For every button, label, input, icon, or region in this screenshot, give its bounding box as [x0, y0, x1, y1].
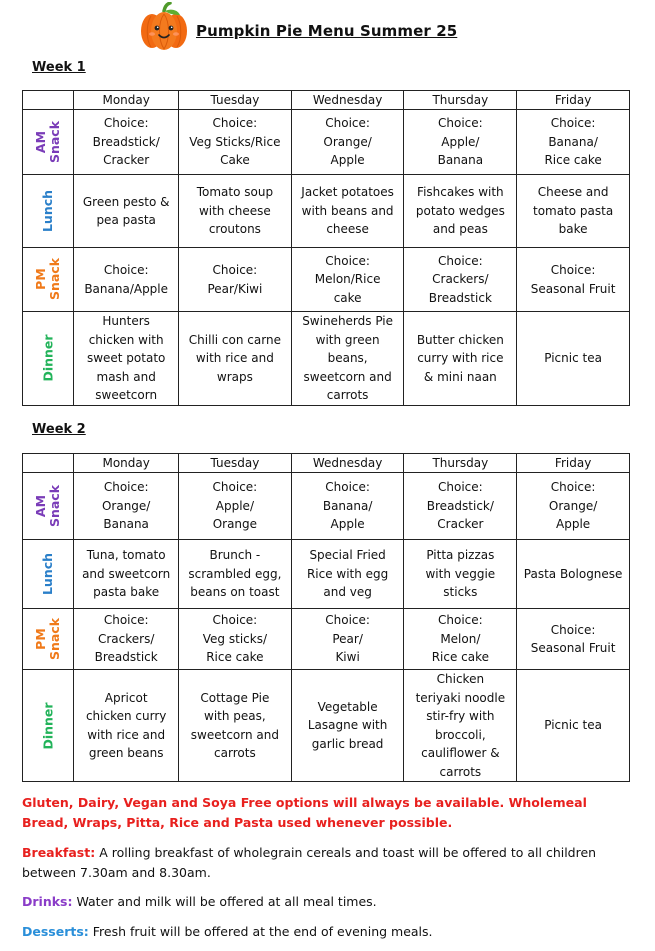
pm-snack-row	[23, 609, 630, 670]
row-label-lunch: Lunch	[23, 175, 74, 248]
row-label-pm-snack: PM Snack	[23, 248, 74, 312]
row-label-lunch: Lunch	[23, 540, 74, 609]
menu-cell: Cheese and tomato pasta bake	[517, 175, 630, 248]
day-header-tuesday: Tuesday	[179, 91, 292, 110]
menu-cell: Choice: Pear/Kiwi	[179, 248, 292, 312]
menu-cell: Pitta pizzas with veggie sticks	[404, 540, 517, 609]
row-label-pm-snack: PM Snack	[23, 609, 74, 670]
drinks-note	[22, 892, 632, 912]
day-header-friday: Friday	[517, 91, 630, 110]
week1-menu-table	[22, 90, 630, 406]
corner-cell	[23, 91, 74, 110]
week1-heading: Week 1	[32, 60, 86, 75]
drinks-label: Drinks:	[22, 894, 73, 909]
menu-cell: Tomato soup with cheese croutons	[179, 175, 292, 248]
desserts-text: Fresh fruit will be offered at the end of evening meals.	[88, 924, 433, 939]
menu-cell: Choice: Apple/ Orange	[179, 473, 292, 540]
menu-cell: Apricot chicken curry with rice and green beans	[74, 670, 179, 782]
corner-cell	[23, 454, 74, 473]
menu-cell: Choice: Breadstick/ Cracker	[74, 110, 179, 175]
table-header-row	[23, 91, 630, 110]
breakfast-note	[22, 843, 632, 883]
am-snack-row	[23, 473, 630, 540]
lunch-row	[23, 540, 630, 609]
menu-cell: Cottage Pie with peas, sweetcorn and carrots	[179, 670, 292, 782]
pumpkin-icon	[138, 2, 190, 52]
menu-cell: Choice: Orange/ Banana	[74, 473, 179, 540]
menu-cell: Green pesto & pea pasta	[74, 175, 179, 248]
page-header	[0, 0, 655, 56]
table-header-row	[23, 454, 630, 473]
menu-cell: Picnic tea	[517, 312, 630, 406]
menu-cell: Special Fried Rice with egg and veg	[291, 540, 404, 609]
menu-cell: Hunters chicken with sweet potato mash and sweetcorn	[74, 312, 179, 406]
menu-cell: Choice: Melon/ Rice cake	[404, 609, 517, 670]
row-label-am-snack: AM Snack	[23, 473, 74, 540]
menu-cell: Fishcakes with potato wedges and peas	[404, 175, 517, 248]
day-header-wednesday: Wednesday	[291, 454, 404, 473]
desserts-label: Desserts:	[22, 924, 89, 939]
menu-cell: Chicken teriyaki noodle stir-fry with broccoli, cauliflower & carrots	[404, 670, 517, 782]
menu-cell: Choice: Orange/ Apple	[291, 110, 404, 175]
day-header-thursday: Thursday	[404, 91, 517, 110]
menu-cell: Choice: Seasonal Fruit	[517, 609, 630, 670]
pm-snack-row	[23, 248, 630, 312]
day-header-thursday: Thursday	[404, 454, 517, 473]
menu-cell: Choice: Orange/ Apple	[517, 473, 630, 540]
breakfast-label: Breakfast:	[22, 845, 96, 860]
menu-cell: Choice: Pear/ Kiwi	[291, 609, 404, 670]
allergy-note: Gluten, Dairy, Vegan and Soya Free options will always be available. Wholemeal Bread, Wraps, Pitta, Rice and Pasta used whenever possible.	[22, 795, 587, 830]
am-snack-row	[23, 110, 630, 175]
day-header-monday: Monday	[74, 454, 179, 473]
page-title: Pumpkin Pie Menu Summer 25	[196, 22, 458, 40]
menu-cell: Choice: Veg Sticks/Rice Cake	[179, 110, 292, 175]
menu-cell: Choice: Seasonal Fruit	[517, 248, 630, 312]
menu-cell: Chilli con carne with rice and wraps	[179, 312, 292, 406]
menu-cell: Choice: Melon/Rice cake	[291, 248, 404, 312]
week2-heading: Week 2	[32, 422, 86, 437]
menu-cell: Jacket potatoes with beans and cheese	[291, 175, 404, 248]
drinks-text: Water and milk will be offered at all meal times.	[72, 894, 377, 909]
row-label-dinner: Dinner	[23, 312, 74, 406]
menu-cell: Choice: Veg sticks/ Rice cake	[179, 609, 292, 670]
menu-cell: Brunch - scrambled egg, beans on toast	[179, 540, 292, 609]
menu-cell: Choice: Crackers/ Breadstick	[404, 248, 517, 312]
menu-cell: Choice: Apple/ Banana	[404, 110, 517, 175]
day-header-wednesday: Wednesday	[291, 91, 404, 110]
menu-cell: Choice: Banana/ Apple	[291, 473, 404, 540]
day-header-friday: Friday	[517, 454, 630, 473]
menu-cell: Butter chicken curry with rice & mini naan	[404, 312, 517, 406]
menu-cell: Choice: Crackers/ Breadstick	[74, 609, 179, 670]
menu-cell: Pasta Bolognese	[517, 540, 630, 609]
day-header-tuesday: Tuesday	[179, 454, 292, 473]
menu-cell: Swineherds Pie with green beans, sweetcorn and carrots	[291, 312, 404, 406]
dinner-row	[23, 312, 630, 406]
breakfast-text: A rolling breakfast of wholegrain cereals and toast will be offered to all children between 7.30am and 8.30am.	[22, 845, 597, 880]
menu-cell: Vegetable Lasagne with garlic bread	[291, 670, 404, 782]
row-label-am-snack: AM Snack	[23, 110, 74, 175]
day-header-monday: Monday	[74, 91, 179, 110]
week2-menu-table	[22, 453, 630, 782]
lunch-row	[23, 175, 630, 248]
menu-cell: Choice: Banana/Apple	[74, 248, 179, 312]
dinner-row	[23, 670, 630, 782]
menu-cell: Choice: Breadstick/ Cracker	[404, 473, 517, 540]
menu-cell: Choice: Banana/ Rice cake	[517, 110, 630, 175]
desserts-note	[22, 922, 632, 942]
row-label-dinner: Dinner	[23, 670, 74, 782]
menu-cell: Tuna, tomato and sweetcorn pasta bake	[74, 540, 179, 609]
menu-cell: Picnic tea	[517, 670, 630, 782]
